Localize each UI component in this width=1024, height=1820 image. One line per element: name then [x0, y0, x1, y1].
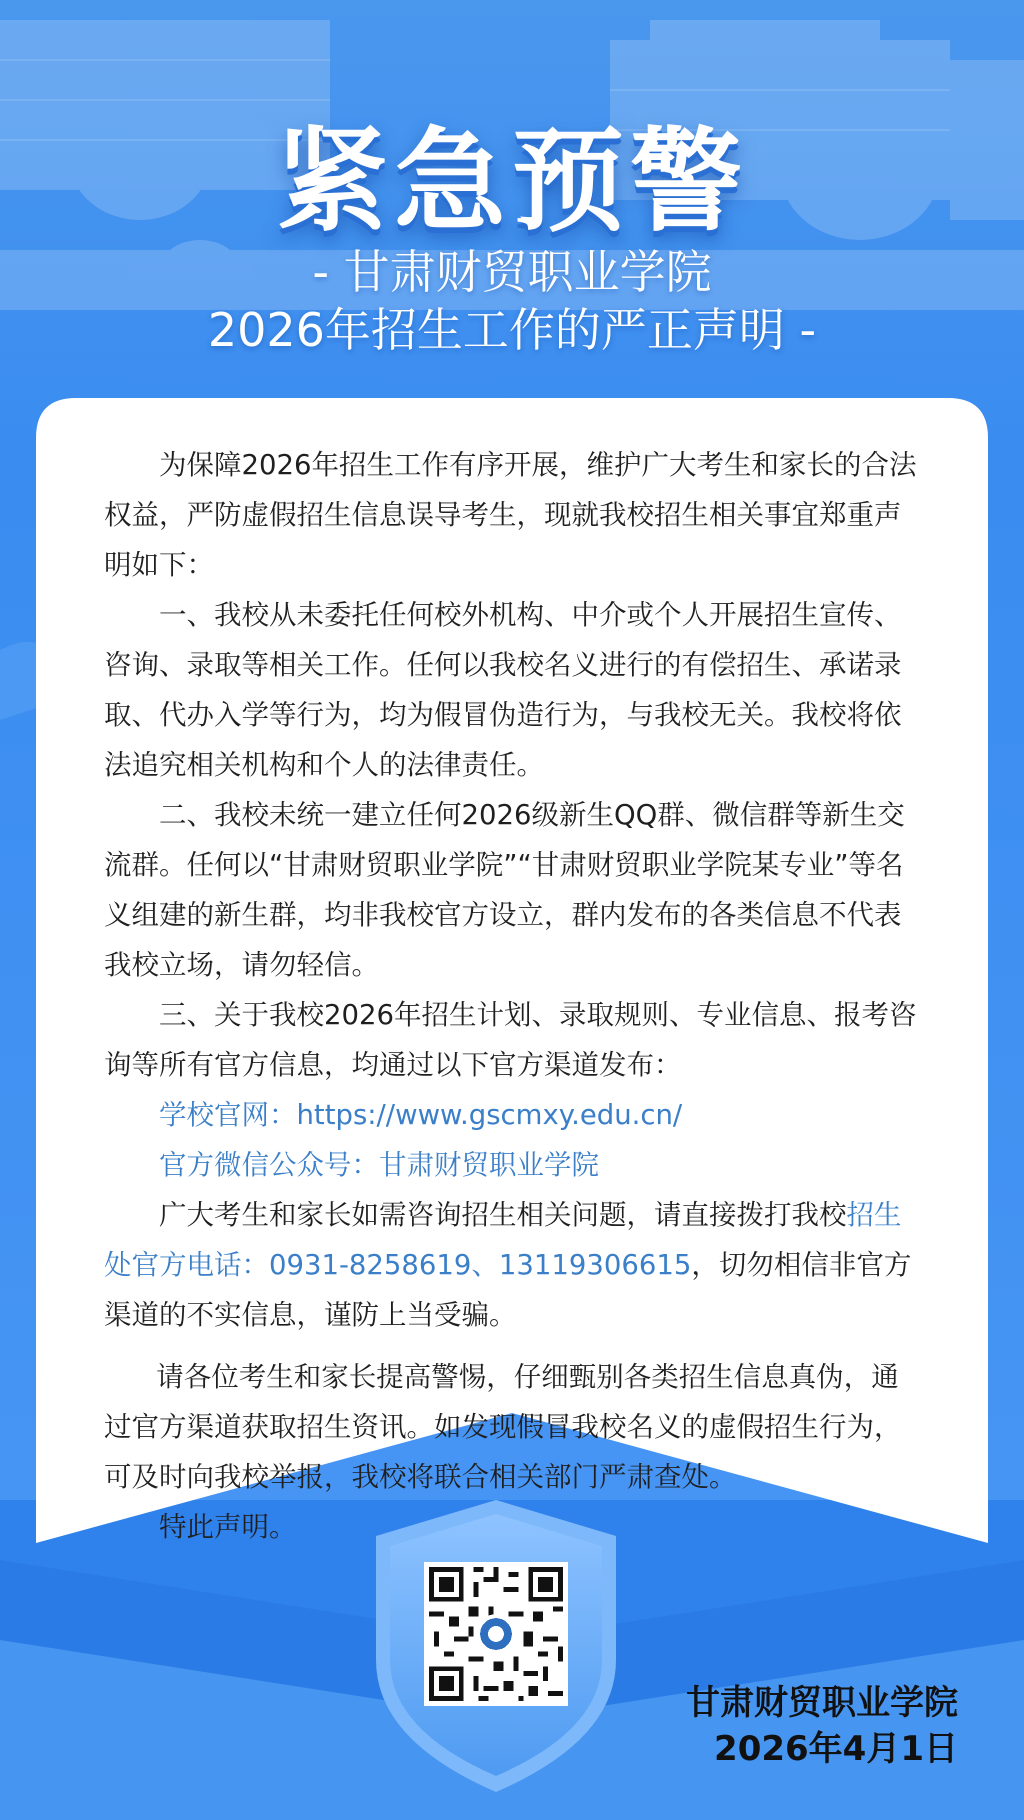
closing-paragraph: 请各位考生和家长提高警惕，仔细甄别各类招生信息真伪，通过官方渠道获取招生资讯。如发现假冒我校名义的虚假招生行为，可及时向我校举报，我校将联合相关部门严肃查处。: [104, 1361, 902, 1493]
header: [0, 0, 1024, 400]
contact-phone[interactable]: 招生处官方电话：0931-8258619、13119306615: [104, 1199, 902, 1281]
contact-paragraph: [104, 1190, 924, 1340]
statement-date: 2026年4月1日: [714, 1729, 958, 1769]
school-name: 甘肃财贸职业学院: [686, 1683, 958, 1723]
item-2-paragraph: 二、我校未统一建立任何2026级新生QQ群、微信群等新生交流群。任何以“甘肃财贸职业学院”“甘肃财贸职业学院某专业”等名义组建的新生群，均非我校官方设立，群内发布的各类信息不代表我校立场，请勿轻信。: [104, 799, 905, 981]
wechat-account: 官方微信公众号：甘肃财贸职业学院: [159, 1149, 599, 1181]
contact-suffix: ，切勿相信非官方渠道的不实信息，谨防上当受骗。: [104, 1249, 912, 1331]
website-link[interactable]: 学校官网：https://www.gscmxy.edu.cn/: [159, 1099, 683, 1131]
sign-off: 特此声明。: [159, 1511, 297, 1543]
contact-prefix: 广大考生和家长如需咨询招生相关问题，请直接拨打我校: [159, 1199, 847, 1231]
signature: [686, 1680, 958, 1772]
item-1-paragraph: 一、我校从未委托任何校外机构、中介或个人开展招生宣传、咨询、录取等相关工作。任何以我校名义进行的有偿招生、承诺录取、代办入学等行为，均为假冒伪造行为，与我校无关。我校将依法追究相关机构和个人的法律责任。: [104, 599, 902, 781]
page-title: 紧急预警: [276, 117, 748, 247]
item-3-paragraph: 三、关于我校2026年招生计划、录取规则、专业信息、报考咨询等所有官方信息，均通过以下官方渠道发布：: [104, 999, 917, 1081]
statement-text: [104, 440, 924, 1552]
subtitle-line1: - 甘肃财贸职业学院: [312, 245, 712, 299]
qr-code[interactable]: [424, 1562, 568, 1706]
subtitle-line2: 2026年招生工作的严正声明 -: [207, 303, 817, 357]
intro-paragraph: 为保障2026年招生工作有序开展，维护广大考生和家长的合法权益，严防虚假招生信息误导考生，现就我校招生相关事宜郑重声明如下：: [104, 449, 917, 581]
